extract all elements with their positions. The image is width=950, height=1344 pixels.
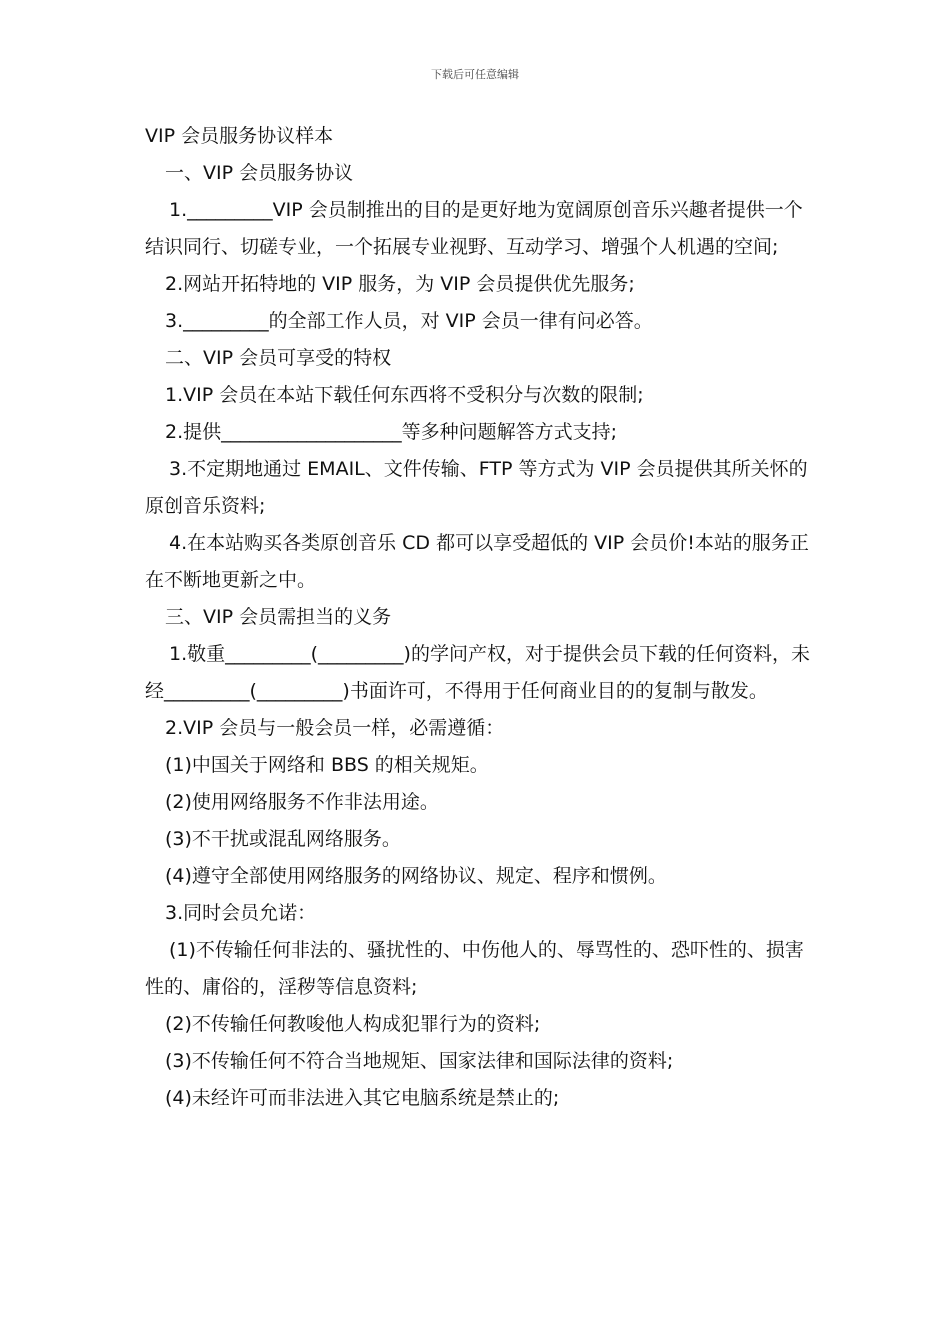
document-title: VIP 会员服务协议样本 (145, 125, 334, 147)
list-item: (2)使用网络服务不作非法用途。 (165, 791, 439, 813)
paragraph: 1.敬重_________(_________)的学问产权，对于提供会员下载的任何资料，未经_________(_________)书面许可，不得用于任何商业目的的复制与散发。 (145, 643, 810, 702)
list-item: (1)中国关于网络和 BBS 的相关规矩。 (165, 754, 489, 776)
paragraph: 4.在本站购买各类原创音乐 CD 都可以享受超低的 VIP 会员价!本站的服务正在不断地更新之中。 (145, 532, 809, 591)
list-item: (3)不传输任何不符合当地规矩、国家法律和国际法律的资料; (165, 1050, 674, 1072)
list-item: (1)不传输任何非法的、骚扰性的、中伤他人的、辱骂性的、恐吓性的、损害性的、庸俗的，淫秽等信息资料; (145, 939, 804, 998)
paragraph: 1.VIP 会员在本站下载任何东西将不受积分与次数的限制; (165, 384, 644, 406)
paragraph: 3._________的全部工作人员，对 VIP 会员一律有问必答。 (165, 310, 653, 332)
list-item: (4)遵守全部使用网络服务的网络协议、规定、程序和惯例。 (165, 865, 667, 887)
paragraph: 2.网站开拓特地的 VIP 服务，为 VIP 会员提供优先服务; (165, 273, 635, 295)
paragraph: 3.同时会员允诺： (165, 902, 317, 924)
section-heading-2: 二、VIP 会员可享受的特权 (165, 347, 392, 369)
paragraph: 1._________VIP 会员制推出的目的是更好地为宽阔原创音乐兴趣者提供一个结识同行、切磋专业，一个拓展专业视野、互动学习、增强个人机遇的空间; (145, 199, 803, 258)
paragraph: 2.VIP 会员与一般会员一样，必需遵循： (165, 717, 505, 739)
list-item: (3)不干扰或混乱网络服务。 (165, 828, 401, 850)
paragraph: 3.不定期地通过 EMAIL、文件传输、FTP 等方式为 VIP 会员提供其所关怀的原创音乐资料; (145, 458, 808, 517)
section-heading-3: 三、VIP 会员需担当的义务 (165, 606, 392, 628)
header-note: 下载后可任意编辑 (431, 68, 519, 81)
list-item: (2)不传输任何教唆他人构成犯罪行为的资料; (165, 1013, 541, 1035)
list-item: (4)未经许可而非法进入其它电脑系统是禁止的; (165, 1087, 560, 1109)
document-body (145, 118, 810, 1117)
paragraph: 2.提供___________________等多种问题解答方式支持; (165, 421, 618, 443)
section-heading-1: 一、VIP 会员服务协议 (165, 162, 354, 184)
